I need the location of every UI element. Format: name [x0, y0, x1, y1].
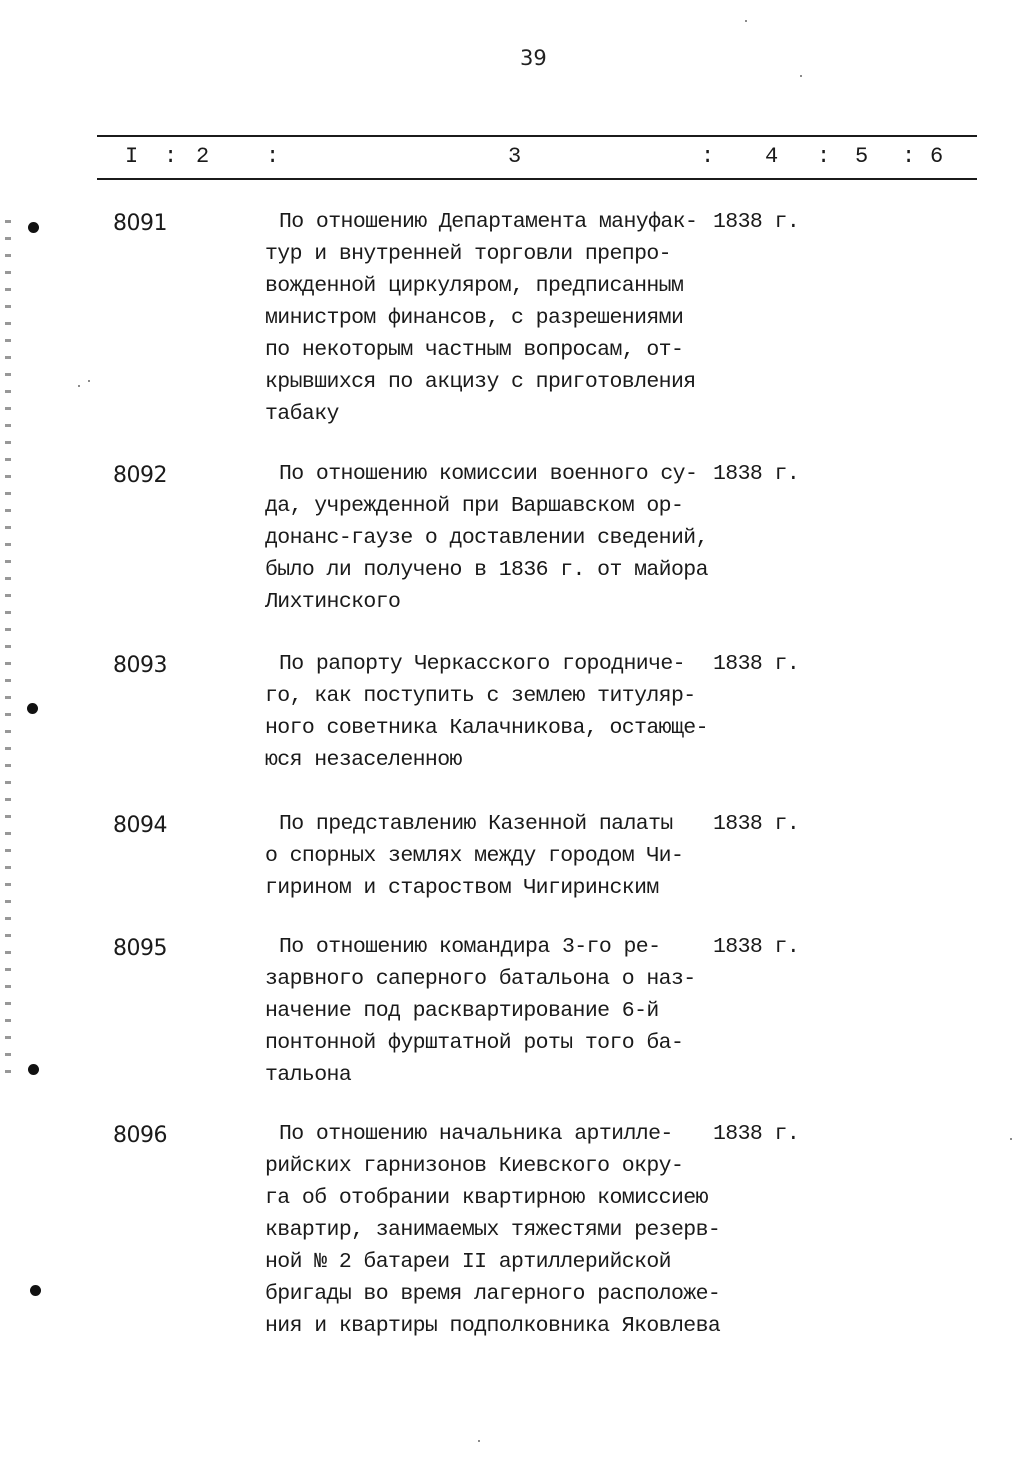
description-line: юся незаселенною — [265, 748, 462, 772]
description-line: ния и квартиры подполковника Яковлева — [265, 1314, 721, 1338]
description-line: зарвного саперного батальона о наз- — [265, 967, 696, 991]
entry-description — [265, 1118, 721, 1342]
scan-speck — [78, 385, 80, 387]
description-line: гирином и староством Чигиринским — [265, 876, 659, 900]
description-line: крывшихся по акцизу с приготовления — [265, 370, 696, 394]
description-line: да, учрежденной при Варшавском ор- — [265, 494, 684, 518]
entry-description — [265, 808, 715, 904]
description-line: По отношению начальника артилле- — [279, 1122, 673, 1146]
column-header-4: 4 — [765, 144, 779, 169]
description-line: начение под расквартирование 6-й — [265, 999, 659, 1023]
description-line: По отношению комиссии военного су- — [279, 462, 698, 486]
column-header-6: 6 — [930, 144, 944, 169]
binder-hole-icon — [27, 703, 38, 714]
entry-number: 8094 — [113, 813, 167, 838]
scan-speck — [800, 75, 802, 77]
scan-speck — [88, 380, 90, 382]
entry-number: 8092 — [113, 463, 167, 488]
description-line: ного советника Калачникова, остающе- — [265, 716, 708, 740]
scan-speck — [478, 1440, 480, 1442]
column-separator: : — [164, 144, 178, 169]
description-line: По рапорту Черкасского городниче- — [279, 652, 685, 676]
column-header-row — [0, 144, 1024, 172]
page-number: 39 — [520, 46, 547, 70]
description-line: квартир, занимаемых тяжестями резерв- — [265, 1218, 721, 1242]
binding-margin-marks — [5, 220, 11, 1080]
entry-date: 1838 г. — [713, 1122, 800, 1146]
description-line: донанс-гаузе о доставлении сведений, — [265, 526, 708, 550]
entry-date: 1838 г. — [713, 812, 800, 836]
entry-number: 8093 — [113, 653, 167, 678]
entry-date: 1838 г. — [713, 935, 800, 959]
scan-speck — [1010, 1138, 1012, 1140]
entry-number: 8091 — [113, 211, 167, 236]
description-line: Лихтинского — [265, 590, 401, 614]
column-separator: : — [701, 144, 715, 169]
binder-hole-icon — [28, 1064, 39, 1075]
entry-description — [265, 458, 715, 618]
binder-hole-icon — [30, 1285, 41, 1296]
entry-number: 8096 — [113, 1123, 167, 1148]
description-line: бригады во время лагерного расположе- — [265, 1282, 721, 1306]
column-separator: : — [902, 144, 916, 169]
description-line: го, как поступить с землею титуляр- — [265, 684, 696, 708]
column-header-5: 5 — [855, 144, 869, 169]
description-line: По отношению командира 3-го ре- — [279, 935, 661, 959]
description-line: табаку — [265, 402, 339, 426]
description-line: министром финансов, с разрешениями — [265, 306, 684, 330]
description-line: рийских гарнизонов Киевского окру- — [265, 1154, 684, 1178]
entry-description — [265, 206, 715, 430]
column-separator: : — [266, 144, 280, 169]
header-bottom-rule — [97, 178, 977, 180]
column-separator: : — [817, 144, 831, 169]
column-header-3: 3 — [508, 144, 522, 169]
column-header-1: I — [125, 144, 139, 169]
description-line: тур и внутренней торговли препро- — [265, 242, 671, 266]
description-line: о спорных землях между городом Чи- — [265, 844, 684, 868]
header-top-rule — [97, 135, 977, 137]
entry-date: 1838 г. — [713, 462, 800, 486]
description-line: По отношению Департамента мануфак- — [279, 210, 698, 234]
entry-description — [265, 648, 715, 776]
binder-hole-icon — [28, 222, 39, 233]
description-line: было ли получено в 1836 г. от майора — [265, 558, 708, 582]
description-line: понтонной фурштатной роты того ба- — [265, 1031, 684, 1055]
description-line: тальона — [265, 1063, 352, 1087]
scan-speck — [745, 20, 747, 22]
description-line: по некоторым частным вопросам, от- — [265, 338, 684, 362]
description-line: ной № 2 батареи II артиллерийской — [265, 1250, 671, 1274]
column-header-2: 2 — [196, 144, 210, 169]
description-line: По представлению Казенной палаты — [279, 812, 673, 836]
entry-number: 8095 — [113, 936, 167, 961]
entry-date: 1838 г. — [713, 210, 800, 234]
entry-description — [265, 931, 715, 1091]
description-line: га об отобрании квартирною комиссиею — [265, 1186, 708, 1210]
entry-date: 1838 г. — [713, 652, 800, 676]
description-line: вожденной циркуляром, предписанным — [265, 274, 684, 298]
